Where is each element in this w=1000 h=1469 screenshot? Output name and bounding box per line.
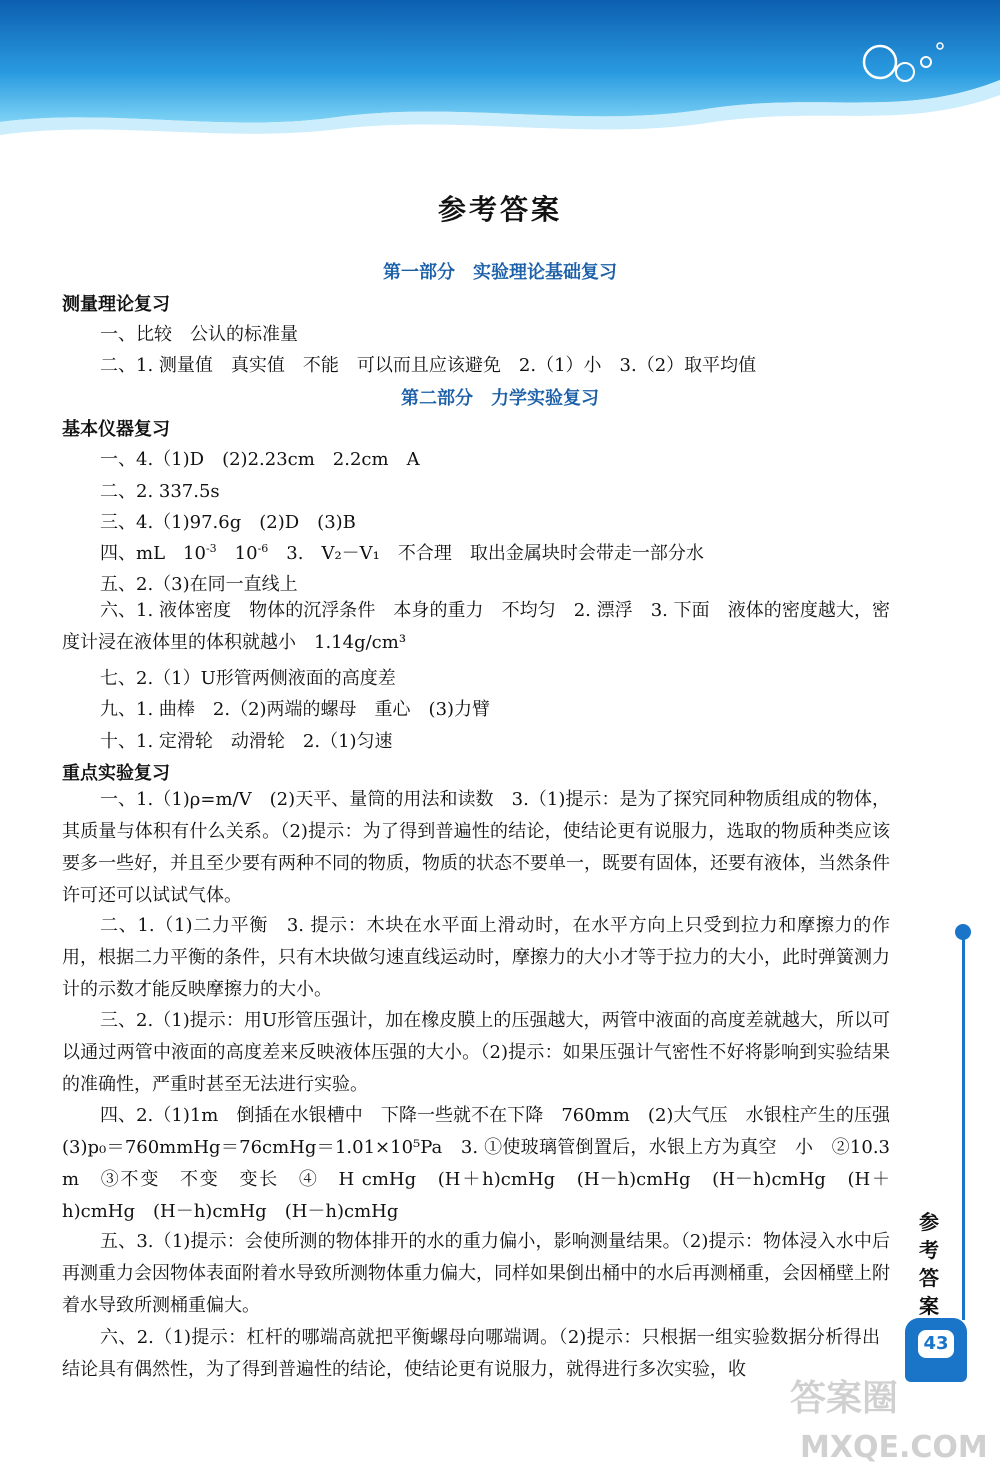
answer-line: 一、4.（1)D (2)2.23cm 2.2cm A [100, 449, 420, 470]
section-heading-key-experiments: 重点实验复习 [62, 763, 170, 784]
answer-paragraph: 五、3.（1)提示：会使所测的物体排开的水的重力偏小，影响测量结果。（2)提示：物体浸入水中后再测重力会因物体表面附着水导致所测物体重力偏大，同样如果倒出桶中的水后再测桶重，会因桶壁上附着水导致所测桶重偏大。 [62, 1231, 890, 1316]
answer-line: 二、1. 测量值 真实值 不能 可以而且应该避免 2.（1）小 3.（2）取平均值 [100, 355, 757, 376]
answer-line: 七、2.（1）U形管两侧液面的高度差 [100, 668, 396, 689]
answer-text: 3. V₂－V₁ 不合理 取出金属块时会带走一部分水 [268, 543, 704, 564]
answer-paragraph: 一、1.（1)ρ=m/V (2)天平、量筒的用法和读数 3.（1)提示：是为了探究同种物质组成的物体，其质量与体积有什么关系。（2)提示：为了得到普遍性的结论，使结论更有说服力，选取的物质种类应该要多一些好，并且至少要有两种不同的物质，物质的状态不要单一，既要有固体，还要有液体，当然条件许可还可以试试气体。 [62, 789, 890, 906]
answer-paragraph: 六、1. 液体密度 物体的沉浮条件 本身的重力 不均匀 2. 漂浮 3. 下面 液体的密度越大，密度计浸在液体里的体积就越小 1.14g/cm³ [62, 600, 890, 653]
answer-line: 二、2. 337.5s [100, 481, 220, 502]
watermark-logo: 答案圈 [790, 1378, 899, 1419]
header-banner [0, 0, 1000, 135]
answer-text: 四、mL 10 [100, 543, 206, 564]
answer-paragraph: 四、2.（1)1m 倒插在水银槽中 下降一些就不在下降 760mm (2)大气压 水银柱产生的压强 (3)p₀＝760mmHg＝76cmHg＝1.01×10⁵Pa 3. ①使玻璃管倒置后，水银上方为真空 小 ②10.3 m ③不变 不变 变长 ④ H cmHg (H＋h)cmHg (H－h)cmHg (H－h)cmHg (H＋h)cmHg (H－h)cmHg (H－h)cmHg [62, 1105, 908, 1222]
page-title: 参考答案 [437, 193, 562, 226]
side-tab-label: 参考答案 [919, 1210, 939, 1318]
section-heading-measurement: 测量理论复习 [62, 294, 170, 315]
exponent: -6 [257, 542, 269, 555]
part-two-heading: 第二部分 力学实验复习 [401, 388, 599, 409]
answer-line: 十、1. 定滑轮 动滑轮 2.（1)匀速 [100, 731, 393, 752]
answer-line: 五、2.（3)在同一直线上 [100, 574, 298, 595]
answer-line: 三、4.（1)97.6g (2)D (3)B [100, 512, 356, 533]
sidebar-dot [955, 924, 971, 940]
answer-paragraph: 二、1.（1)二力平衡 3. 提示：木块在水平面上滑动时，在水平方向上只受到拉力和摩擦力的作用，根据二力平衡的条件，只有木块做匀速直线运动时，摩擦力的大小才等于拉力的大小，此时弹簧测力计的示数才能反映摩擦力的大小。 [62, 915, 890, 1000]
part-one-heading: 第一部分 实验理论基础复习 [383, 262, 617, 283]
watermark-url: MXQE.COM [800, 1430, 988, 1465]
section-heading-instruments: 基本仪器复习 [62, 419, 170, 440]
answer-line [100, 539, 704, 565]
answer-line: 一、比较 公认的标准量 [100, 324, 298, 345]
answer-paragraph: 六、2.（1)提示：杠杆的哪端高就把平衡螺母向哪端调。（2)提示：只根据一组实验数据分析得出结论具有偶然性，为了得到普遍性的结论，使结论更有说服力，就得进行多次实验，收 [62, 1327, 880, 1380]
answer-line: 九、1. 曲棒 2.（2)两端的螺母 重心 (3)力臂 [100, 699, 491, 720]
page-number: 43 [918, 1330, 954, 1358]
sidebar-rule [962, 932, 965, 1320]
exponent: -3 [205, 542, 217, 555]
answer-paragraph: 三、2.（1)提示：用U形管压强计，加在橡皮膜上的压强越大，两管中液面的高度差就越大，所以可以通过两管中液面的高度差来反映液体压强的大小。（2)提示：如果压强计气密性不好将影响到实验结果的准确性，严重时甚至无法进行实验。 [62, 1010, 890, 1095]
answer-text: 10 [216, 543, 258, 564]
